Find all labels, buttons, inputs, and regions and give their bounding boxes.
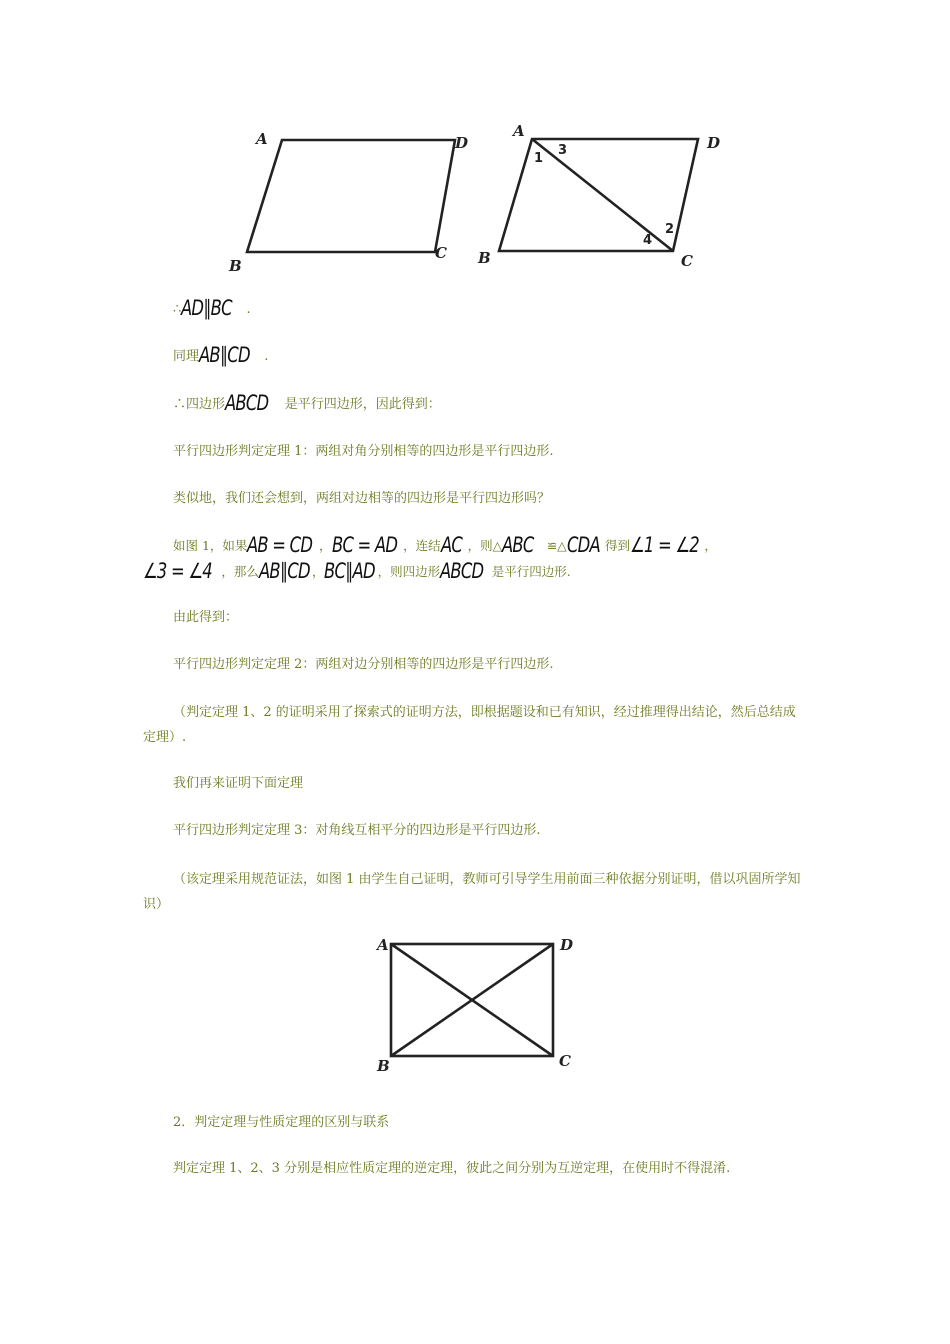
- text-line-next-theorem: 我们再来证明下面定理: [173, 776, 304, 791]
- math-expression: AB∥CD: [258, 559, 310, 583]
- proof-text: ，: [704, 538, 717, 553]
- line-prefix: ∴: [173, 302, 182, 317]
- text-line-abcd-parallelogram: [173, 391, 840, 417]
- line-suffix: .: [246, 302, 251, 317]
- proof-text: ，那么: [221, 564, 259, 579]
- conclusion-line: 判定定理 1、2、3 分别是相应性质定理的逆定理，彼此之间分别为互逆定理，在使用时不得混淆.: [173, 1161, 731, 1176]
- angle-label-2: 2: [665, 222, 675, 237]
- line-prefix: 同理: [173, 349, 200, 364]
- text-line-thus: 由此得到：: [173, 610, 239, 625]
- text-line-ab-parallel-cd: [173, 343, 840, 369]
- line-suffix: .: [264, 349, 269, 364]
- math-expression: BC = AD: [331, 533, 397, 557]
- vertex-label-c: C: [559, 1052, 571, 1070]
- figure-parallelogram-diagonal: [475, 120, 735, 275]
- vertex-label-d: D: [560, 936, 574, 954]
- vertex-label-b: B: [229, 257, 242, 275]
- figure-parallelogram: [225, 125, 480, 275]
- math-expression: AD∥BC: [181, 296, 233, 320]
- math-expression: CDA: [566, 533, 600, 557]
- proof-text: ，: [319, 538, 332, 553]
- angle-label-1: 1: [534, 151, 544, 166]
- theorem-3: 平行四边形判定定理 3：对角线互相平分的四边形是平行四边形.: [173, 823, 541, 838]
- math-expression: AC: [440, 533, 462, 557]
- math-expression: ABCD: [440, 559, 484, 583]
- question-line: 类似地，我们还会想到，两组对边相等的四边形是平行四边形吗？: [173, 491, 551, 506]
- proof-text: 得到: [604, 538, 630, 553]
- vertex-label-d: D: [707, 134, 721, 152]
- vertex-label-b: B: [377, 1057, 390, 1075]
- proof-line-1: [173, 533, 840, 558]
- math-expression: ∠3 = ∠4: [143, 559, 212, 583]
- math-expression: AB = CD: [247, 533, 313, 557]
- line-prefix: ∴四边形: [173, 397, 226, 412]
- proof-text: ，则△: [467, 538, 503, 553]
- vertex-label-a: A: [256, 130, 268, 148]
- theorem-1: 平行四边形判定定理 1：两组对角分别相等的四边形是平行四边形.: [173, 444, 554, 459]
- vertex-label-a: A: [513, 122, 525, 140]
- figure-quadrilateral-diagonals: [370, 930, 585, 1080]
- line-suffix: 是平行四边形，因此得到：: [284, 397, 441, 412]
- math-expression: ABCD: [225, 391, 269, 415]
- math-expression: AB∥CD: [199, 343, 250, 367]
- note-theorem-3: （该定理采用规范证法，如图 1 由学生自己证明，教师可引导学生用前面三种依据分别证明，借以巩固所学知识）: [143, 872, 801, 912]
- proof-text: ，: [311, 564, 325, 579]
- parallelogram-diagram: [225, 125, 480, 275]
- math-expression: ∠1 = ∠2: [630, 533, 699, 557]
- vertex-label-c: C: [435, 244, 447, 262]
- proof-line-2: [143, 559, 840, 584]
- math-expression: ABC: [502, 533, 534, 557]
- math-expression: BC∥AD: [324, 559, 376, 583]
- angle-label-4: 4: [643, 233, 653, 248]
- angle-label-3: 3: [558, 143, 568, 158]
- proof-text: 如图 1，如果: [173, 538, 248, 553]
- theorem-2: 平行四边形判定定理 2：两组对边分别相等的四边形是平行四边形.: [173, 657, 554, 672]
- vertex-label-a: A: [377, 936, 389, 954]
- vertex-label-d: D: [455, 134, 469, 152]
- proof-text: ≌△: [546, 538, 567, 553]
- quadrilateral-diagonals-diagram: [370, 930, 585, 1080]
- parallelogram-diagonal-diagram: [475, 120, 735, 275]
- vertex-label-b: B: [478, 249, 491, 267]
- note-theorem-1-2: （判定定理 1、2 的证明采用了探索式的证明方法，即根据题设和已有知识，经过推理得出结论，然后总结成定理）.: [143, 705, 796, 745]
- section-heading-2: 2．判定定理与性质定理的区别与联系: [173, 1115, 390, 1130]
- proof-text: 是平行四边形.: [491, 564, 571, 579]
- proof-text: ，连结: [403, 538, 441, 553]
- text-line-ad-parallel-bc: [173, 296, 840, 322]
- proof-text: ，则四边形: [377, 564, 441, 579]
- vertex-label-c: C: [681, 252, 693, 270]
